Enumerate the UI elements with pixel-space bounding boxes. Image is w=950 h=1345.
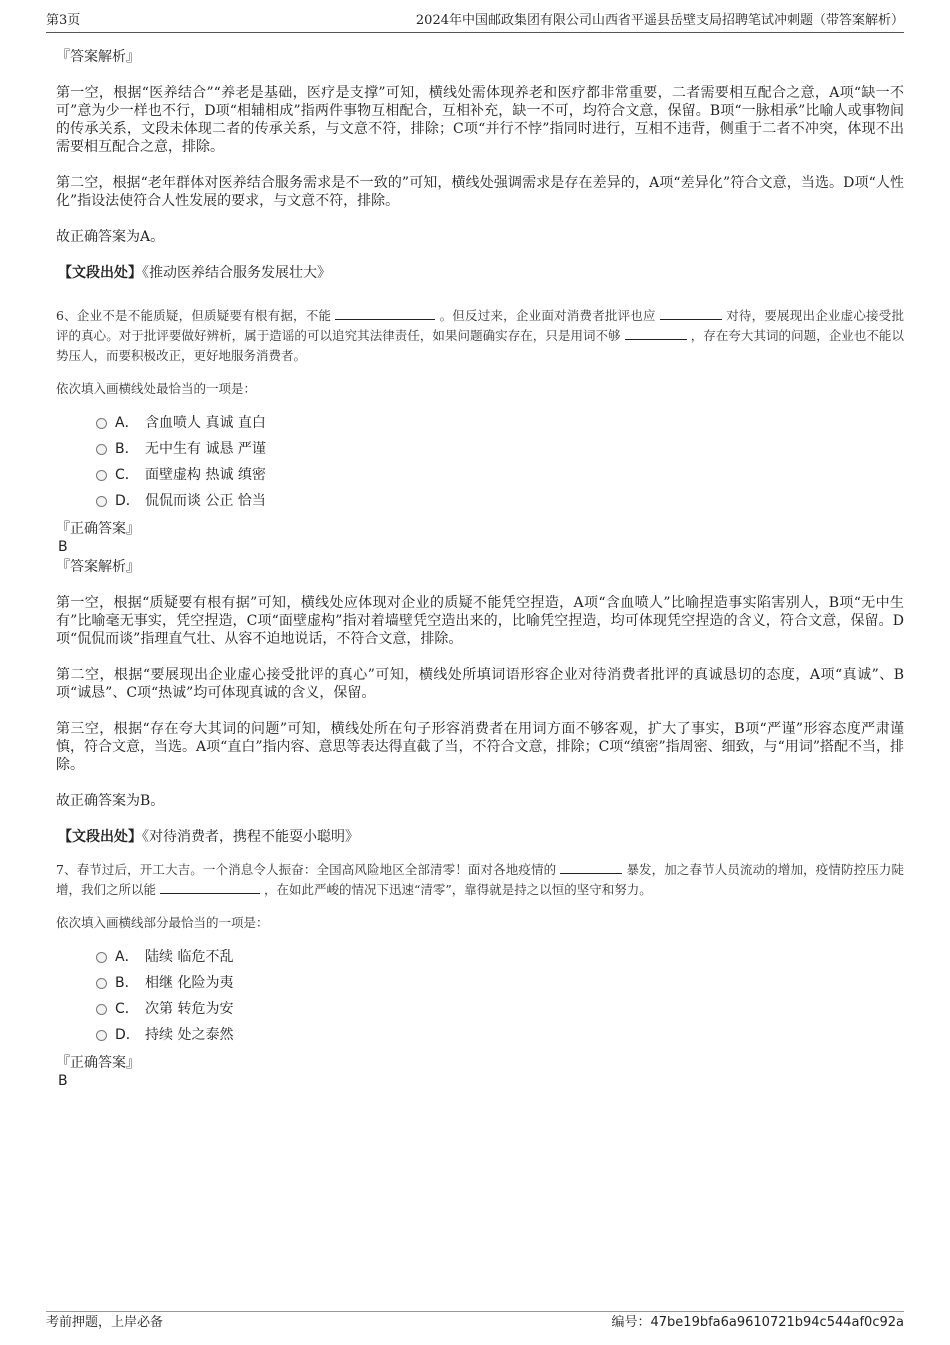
source-label: 【文段出处】	[58, 829, 142, 845]
source-label: 【文段出处】	[58, 265, 142, 281]
options-list	[96, 410, 904, 514]
option-text: 侃侃而谈 公正 恰当	[145, 493, 266, 509]
option-text: 持续 处之泰然	[145, 1027, 234, 1043]
question-text: 对待，要展现出企业虚心接受批评的真心。对于批评要做好辨析，属于造谣的可以追究其法律责任，如果问题确实存在，只是用词不够	[56, 308, 904, 343]
option-b[interactable]	[96, 436, 904, 462]
option-letter: B．	[115, 441, 139, 457]
page-content	[56, 46, 904, 1092]
option-letter: A．	[115, 415, 139, 431]
question-prompt: 依次填入画横线部分最恰当的一项是：	[56, 915, 269, 930]
code-label: 编号：	[611, 1315, 651, 1330]
analysis-paragraph: 第一空，根据“质疑要有根有据”可知，横线处应体现对企业的质疑不能凭空捏造，A项“含血喷人”比喻捏造事实陷害别人，B项“无中生有”比喻毫无事实，凭空捏造，C项“面壁虚构”指对着墙壁凭空造出来的，比喻凭空捏造，均可体现凭空捏造的含义，符合文意，保留。D项“侃侃而谈”指理直气壮、从容不迫地说话，不符合文意，排除。	[56, 595, 904, 647]
radio-icon[interactable]	[96, 418, 107, 429]
fill-blank	[625, 327, 687, 340]
page-number: 第3页	[46, 13, 81, 28]
option-a[interactable]	[96, 410, 904, 436]
page-header	[46, 12, 904, 33]
question-text: ，在如此严峻的情况下迅速“清零”，靠得就是持之以恒的坚守和努力。	[263, 882, 652, 897]
option-a[interactable]	[96, 944, 904, 970]
radio-icon[interactable]	[96, 444, 107, 455]
page-footer	[46, 1311, 904, 1334]
document-code	[611, 1314, 904, 1332]
question-text: ，存在夸大其词的问题，企业也不能以势压人，而要积极改正，更好地服务消费者。	[56, 328, 904, 363]
option-d[interactable]	[96, 1022, 904, 1048]
fill-blank	[335, 307, 435, 320]
radio-icon[interactable]	[96, 496, 107, 507]
option-text: 次第 转危为安	[145, 1001, 234, 1017]
question-text: 。但反过来，企业面对消费者批评也应	[439, 308, 656, 323]
radio-icon[interactable]	[96, 952, 107, 963]
document-title: 2024年中国邮政集团有限公司山西省平遥县岳壁支局招聘笔试冲刺题（带答案解析）	[415, 13, 904, 28]
option-text: 面壁虚构 热诚 缜密	[145, 467, 266, 483]
options-list	[96, 944, 904, 1048]
correct-answer-label: 『正确答案』	[56, 1055, 140, 1071]
fill-blank	[660, 307, 722, 320]
answer-conclusion: 故正确答案为A。	[56, 229, 165, 245]
option-letter: C．	[115, 1001, 139, 1017]
correct-answer: B	[58, 1073, 68, 1089]
option-letter: C．	[115, 467, 139, 483]
question-7-text	[56, 860, 904, 900]
analysis-label: 『答案解析』	[56, 559, 140, 575]
radio-icon[interactable]	[96, 1004, 107, 1015]
radio-icon[interactable]	[96, 470, 107, 481]
question-text: 6、企业不是不能质疑，但质疑要有根有据，不能	[56, 308, 332, 323]
option-text: 含血喷人 真诚 直白	[145, 415, 266, 431]
correct-answer-label: 『正确答案』	[56, 521, 140, 537]
source-citation	[58, 264, 904, 282]
option-letter: D．	[115, 493, 140, 509]
option-c[interactable]	[96, 462, 904, 488]
option-text: 相继 化险为夷	[145, 975, 234, 991]
analysis-paragraph: 第三空，根据“存在夸大其词的问题”可知，横线处所在句子形容消费者在用词方面不够客观，扩大了事实，B项“严谨”形容态度严肃谨慎，符合文意，当选。A项“直白”指内容、意思等表达得直截了当，不符合文意，排除；C项“缜密”指周密、细致，与“用词”搭配不当，排除。	[56, 721, 904, 773]
option-text: 陆续 临危不乱	[145, 949, 234, 965]
option-letter: A．	[115, 949, 139, 965]
analysis-paragraph: 第二空，根据“老年群体对医养结合服务需求是不一致的”可知，横线处强调需求是存在差异的，A项“差异化”符合文意，当选。D项“人性化”指设法使符合人性发展的要求，与文意不符，排除。	[56, 175, 904, 209]
code-value: 47be19bfa6a9610721b94c544af0c92a	[650, 1315, 904, 1330]
question-prompt: 依次填入画横线处最恰当的一项是：	[56, 381, 257, 396]
option-d[interactable]	[96, 488, 904, 514]
answer-conclusion: 故正确答案为B。	[56, 793, 165, 809]
option-c[interactable]	[96, 996, 904, 1022]
question-text: 暴发，加之春节人员流动的增加，疫情防控压力陡增，我们之所以能	[56, 862, 904, 897]
footer-note: 考前押题，上岸必备	[46, 1315, 164, 1330]
analysis-paragraph: 第二空，根据“要展现出企业虚心接受批评的真心”可知，横线处所填词语形容企业对待消费者批评的真诚恳切的态度，A项“真诚”、B项“诚恳”、C项“热诚”均可体现真诚的含义，保留。	[56, 667, 904, 701]
fill-blank	[560, 861, 622, 874]
source-title: 《推动医养结合服务发展壮大》	[142, 265, 331, 281]
radio-icon[interactable]	[96, 1030, 107, 1041]
question-6-text	[56, 306, 904, 366]
source-title: 《对待消费者，携程不能耍小聪明》	[142, 829, 359, 845]
option-text: 无中生有 诚恳 严谨	[145, 441, 266, 457]
option-letter: B．	[115, 975, 139, 991]
option-letter: D．	[115, 1027, 140, 1043]
fill-blank	[160, 881, 260, 894]
analysis-paragraph: 第一空，根据“医养结合”“养老是基础，医疗是支撑”可知，横线处需体现养老和医疗都非常重要，二者需要相互配合之意，A项“缺一不可”意为少一样也不行，D项“相辅相成”指两件事物互相配合，互相补充，缺一不可，均符合文意，保留。B项“一脉相承”比喻人或事物间的传承关系，文段未体现二者的传承关系，与文意不符，排除；C项“并行不悖”指同时进行，互相不违背，侧重于二者不冲突，体现不出需要相互配合之意，排除。	[56, 85, 904, 155]
radio-icon[interactable]	[96, 978, 107, 989]
correct-answer: B	[58, 539, 68, 555]
option-b[interactable]	[96, 970, 904, 996]
analysis-label: 『答案解析』	[56, 49, 140, 65]
source-citation	[58, 828, 904, 846]
question-text: 7、春节过后，开工大吉。一个消息令人振奋：全国高风险地区全部清零！面对各地疫情的	[56, 862, 557, 877]
